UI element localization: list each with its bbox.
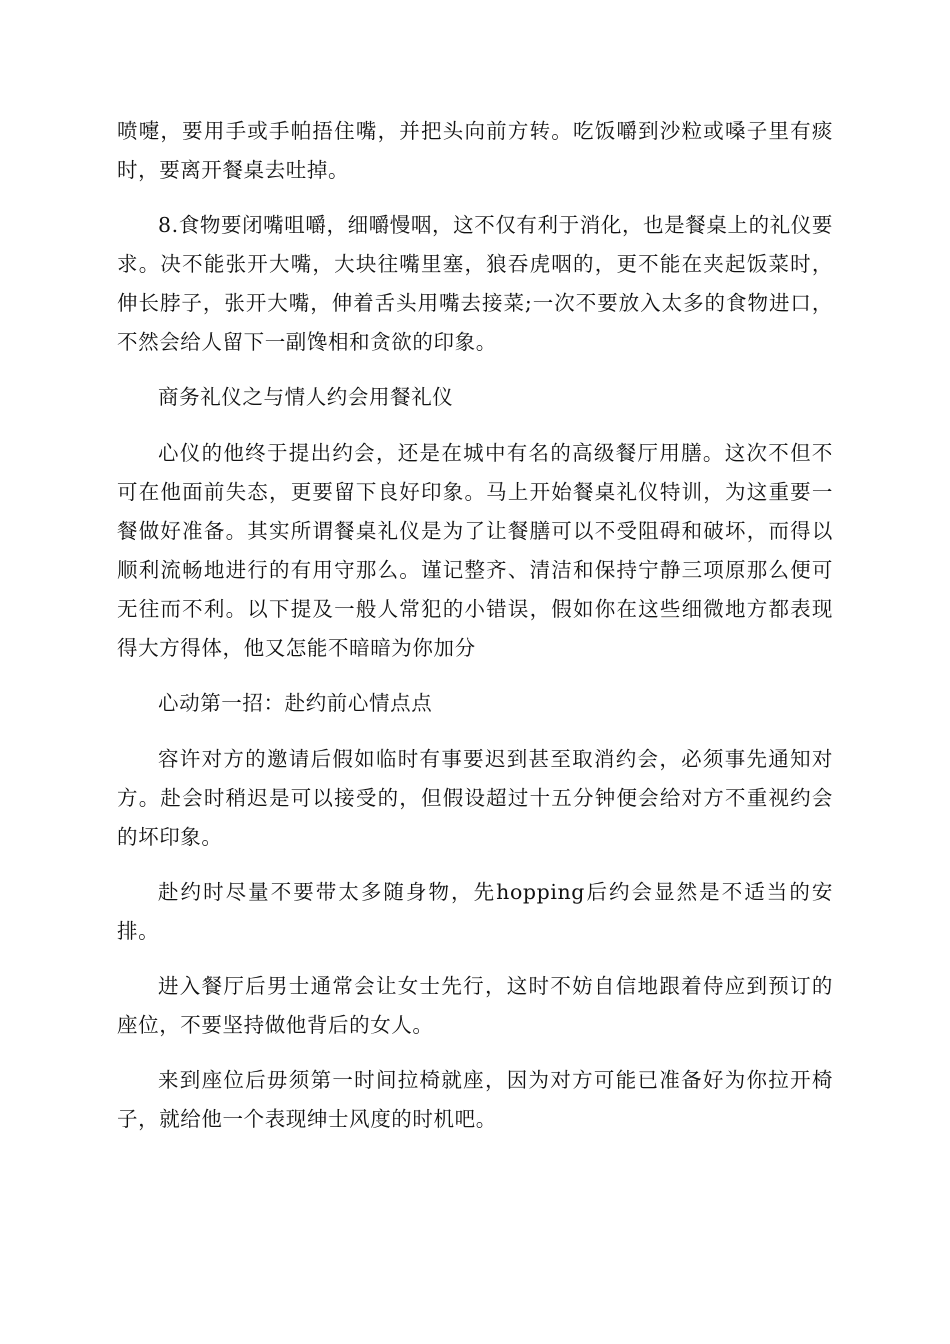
paragraph: 来到座位后毋须第一时间拉椅就座，因为对方可能已准备好为你拉开椅子，就给他一个表现绅士风度的时机吧。 <box>117 1068 833 1131</box>
paragraph: 赴约时尽量不要带太多随身物，先hopping后约会显然是不适当的安排。 <box>117 880 833 943</box>
paragraph: 容许对方的邀请后假如临时有事要迟到甚至取消约会，必须事先通知对方。赴会时稍迟是可以接受的，但假设超过十五分钟便会给对方不重视约会的坏印象。 <box>117 747 833 849</box>
section-heading: 商务礼仪之与情人约会用餐礼仪 <box>158 385 454 409</box>
document-page <box>117 112 833 1155</box>
paragraph-intro: 心仪的他终于提出约会，还是在城中有名的高级餐厅用膳。这次不但不可在他面前失态，更要留下良好印象。马上开始餐桌礼仪特训，为这重要一餐做好准备。其实所谓餐桌礼仪是为了让餐膳可以不受阻碍和破坏，而得以顺利流畅地进行的有用守那么。谨记整齐、清洁和保持宁静三项原那么便可无往而不利。以下提及一般人常犯的小错误，假如你在这些细微地方都表现得大方得体，他又怎能不暗暗为你加分 <box>117 441 833 660</box>
subsection-heading: 心动第一招：赴约前心情点点 <box>158 691 433 715</box>
paragraph-item-8: 8.食物要闭嘴咀嚼，细嚼慢咽，这不仅有利于消化，也是餐桌上的礼仪要求。决不能张开大嘴，大块往嘴里塞，狼吞虎咽的，更不能在夹起饭菜时，伸长脖子，张开大嘴，伸着舌头用嘴去接菜;一次不要放入太多的食物进口，不然会给人留下一副馋相和贪欲的印象。 <box>117 213 833 354</box>
paragraph: 进入餐厅后男士通常会让女士先行，这时不妨自信地跟着侍应到预订的座位，不要坚持做他背后的女人。 <box>117 974 833 1037</box>
paragraph-continuation: 喷嚏，要用手或手帕捂住嘴，并把头向前方转。吃饭嚼到沙粒或嗓子里有痰时，要离开餐桌去吐掉。 <box>117 119 833 182</box>
